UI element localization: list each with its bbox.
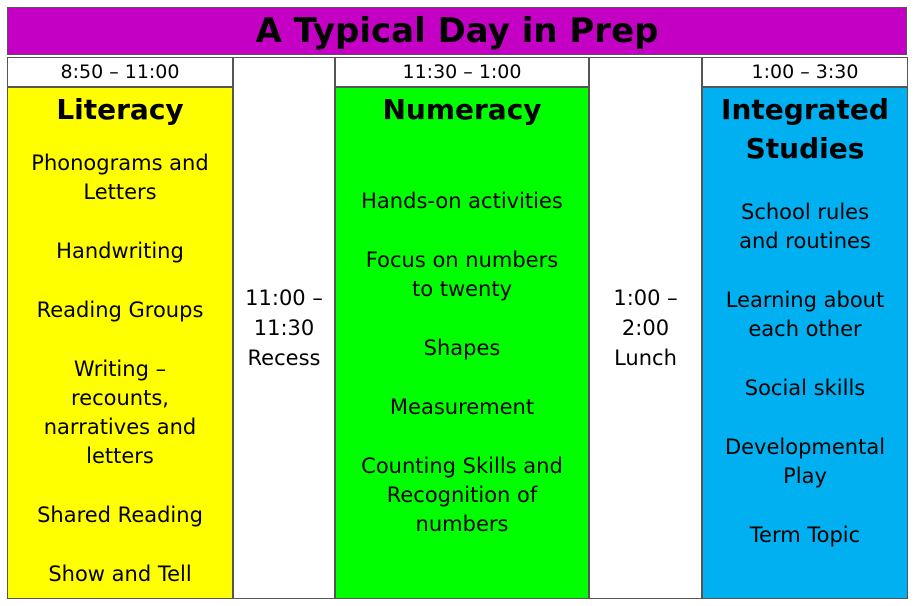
- lunch-block: [589, 57, 702, 599]
- integrated-column: [702, 87, 908, 599]
- lunch-label: Lunch: [614, 346, 677, 370]
- numeracy-item: Hands-on activities: [361, 189, 563, 213]
- recess-time-end: 11:30: [253, 316, 315, 340]
- literacy-heading: Literacy: [56, 93, 184, 126]
- recess-label: Recess: [247, 346, 321, 370]
- integrated-item: Learning about each other: [725, 288, 885, 341]
- lunch-time-end: 2:00: [621, 316, 670, 340]
- integrated-item: Developmental Play: [724, 435, 886, 488]
- recess-time-start: 11:00 –: [245, 286, 323, 310]
- literacy-item: Handwriting: [56, 239, 184, 263]
- literacy-item: Phonograms and Letters: [31, 151, 209, 204]
- numeracy-heading: Numeracy: [382, 93, 542, 126]
- integrated-item: Social skills: [744, 376, 866, 400]
- literacy-item: Show and Tell: [48, 562, 192, 586]
- literacy-item: Writing – recounts, narratives and letters: [43, 357, 197, 468]
- integrated-item: Term Topic: [749, 523, 861, 547]
- integrated-heading: Integrated Studies: [721, 93, 889, 165]
- numeracy-item: Shapes: [423, 336, 501, 360]
- recess-block: [233, 57, 335, 599]
- literacy-column: [7, 87, 233, 599]
- literacy-item: Reading Groups: [36, 298, 204, 322]
- numeracy-column: [335, 87, 589, 599]
- numeracy-item: Focus on numbers to twenty: [365, 248, 559, 301]
- lunch-time-start: 1:00 –: [613, 286, 678, 310]
- literacy-time: 8:50 – 11:00: [7, 57, 233, 87]
- numeracy-item: Measurement: [389, 395, 535, 419]
- integrated-time: 1:00 – 3:30: [702, 57, 908, 87]
- numeracy-time: 11:30 – 1:00: [335, 57, 589, 87]
- numeracy-item: Counting Skills and Recognition of numbers: [361, 454, 563, 536]
- page-title: A Typical Day in Prep: [7, 7, 907, 55]
- integrated-item: School rules and routines: [739, 200, 871, 253]
- literacy-item: Shared Reading: [37, 503, 203, 527]
